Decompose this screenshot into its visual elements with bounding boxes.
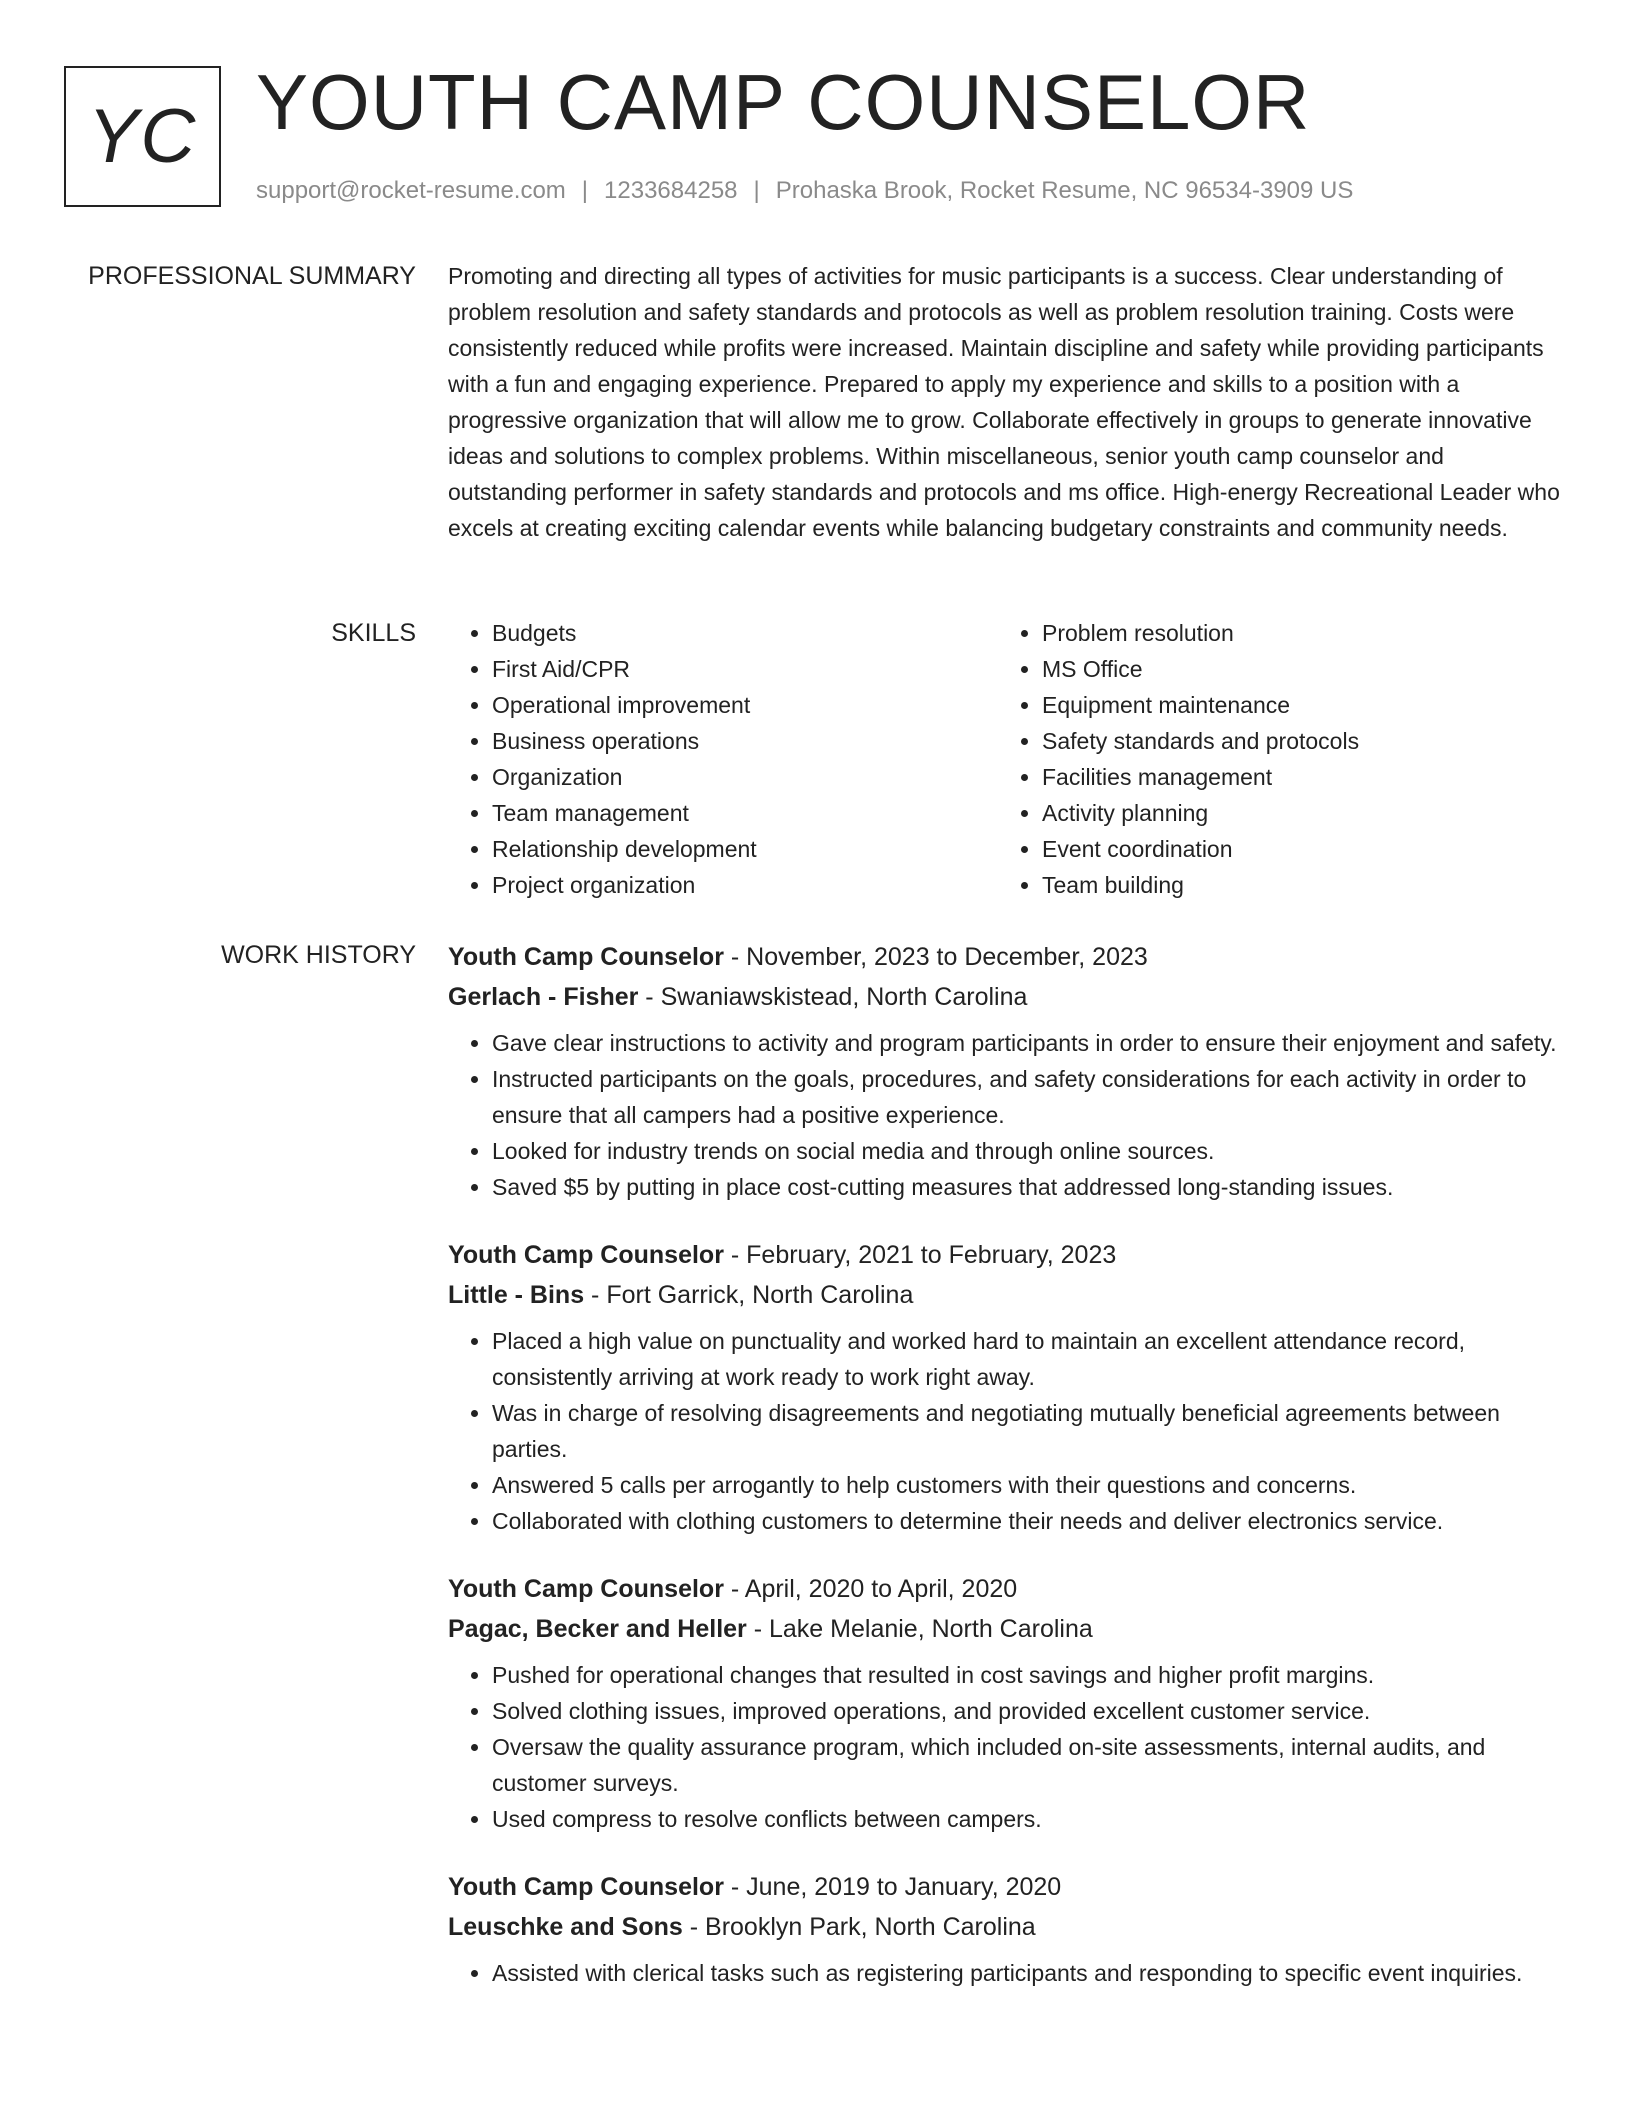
- job-title: Youth Camp Counselor: [448, 1575, 724, 1603]
- summary-text: Promoting and directing all types of activities for music participants is a success. Clear understanding of problem resolution and safety standards and protocols as well as problem resolution training. Costs were consistently reduced while profits were increased. Maintain discipline and safety while providing participants with a fun and engaging experience. Prepared to apply my experience and skills to a position with a progressive organization that will allow me to grow. Collaborate effectively in groups to generate innovative ideas and solutions to complex problems. Within miscellaneous, senior youth camp counselor and outstanding performer in safety standards and protocols and ms office. High-energy Recreational Leader who excels at creating exciting calendar events while balancing budgetary constraints and community needs.: [448, 263, 1560, 541]
- contact-separator: |: [581, 177, 589, 204]
- job-entry: [448, 1235, 1563, 1539]
- job-dates: - June, 2019 to January, 2020: [723, 1873, 1062, 1901]
- skill-item: • First Aid/CPR: [492, 651, 998, 687]
- job-location: - Swaniawskistead, North Carolina: [638, 983, 1028, 1011]
- skill-item: • Team management: [492, 795, 998, 831]
- monogram-initials: YC: [87, 94, 198, 179]
- job-entry: [448, 1867, 1563, 1991]
- job-title-line: [448, 1569, 1563, 1609]
- skill-item: • Facilities management: [1042, 759, 1548, 795]
- job-bullets: [448, 1323, 1563, 1539]
- job-location: - Brooklyn Park, North Carolina: [682, 1913, 1036, 1941]
- job-entry: [448, 937, 1563, 1205]
- job-title-line: [448, 1235, 1563, 1275]
- job-title-line: [448, 1867, 1563, 1907]
- skill-item: • Organization: [492, 759, 998, 795]
- job-bullet: • Looked for industry trends on social media and through online sources.: [492, 1133, 1563, 1169]
- contact-separator: |: [753, 177, 760, 204]
- job-bullet: • Was in charge of resolving disagreements and negotiating mutually beneficial agreements between parties.: [492, 1395, 1563, 1467]
- summary-heading: PROFESSIONAL SUMMARY: [88, 262, 416, 290]
- job-bullets: [448, 1657, 1563, 1837]
- job-bullets: [448, 1955, 1563, 1991]
- skill-item: • MS Office: [1042, 651, 1548, 687]
- job-company: Gerlach - Fisher: [448, 983, 639, 1011]
- job-location: - Lake Melanie, North Carolina: [746, 1615, 1093, 1643]
- monogram-box: [64, 66, 221, 207]
- job-location: - Fort Garrick, North Carolina: [584, 1281, 914, 1309]
- job-bullet: • Oversaw the quality assurance program, which included on-site assessments, internal audits, and customer surveys.: [492, 1729, 1563, 1801]
- skill-item: • Business operations: [492, 723, 998, 759]
- job-bullet: • Assisted with clerical tasks such as registering participants and responding to specific event inquiries.: [492, 1955, 1563, 1991]
- skill-item: • Relationship development: [492, 831, 998, 867]
- job-title: Youth Camp Counselor: [448, 1241, 724, 1269]
- skill-item: • Operational improvement: [492, 687, 998, 723]
- skill-item: • Team building: [1042, 867, 1548, 903]
- skill-item: • Equipment maintenance: [1042, 687, 1548, 723]
- job-title: Youth Camp Counselor: [448, 1873, 724, 1901]
- job-bullet: • Gave clear instructions to activity and program participants in order to ensure their enjoyment and safety.: [492, 1025, 1563, 1061]
- job-company: Little - Bins: [448, 1281, 585, 1309]
- skills-list-left: [448, 615, 998, 903]
- job-dates: - November, 2023 to December, 2023: [723, 943, 1148, 971]
- skill-item: • Event coordination: [1042, 831, 1548, 867]
- job-bullet: • Answered 5 calls per arrogantly to help customers with their questions and concerns.: [492, 1467, 1563, 1503]
- contact-address: Prohaska Brook, Rocket Resume, NC 96534-3909 US: [775, 177, 1354, 204]
- job-company-line: [448, 977, 1563, 1017]
- skill-item: • Project organization: [492, 867, 998, 903]
- job-entry: [448, 1569, 1563, 1837]
- job-bullet: • Collaborated with clothing customers to determine their needs and deliver electronics service.: [492, 1503, 1563, 1539]
- job-title-line: [448, 937, 1563, 977]
- skill-item: • Budgets: [492, 615, 998, 651]
- contact-line: [256, 174, 1353, 208]
- job-dates: - February, 2021 to February, 2023: [723, 1241, 1117, 1269]
- page-title: YOUTH CAMP COUNSELOR: [256, 58, 1311, 146]
- skill-item: • Activity planning: [1042, 795, 1548, 831]
- job-company-line: [448, 1609, 1563, 1649]
- skill-item: • Safety standards and protocols: [1042, 723, 1548, 759]
- job-company-line: [448, 1907, 1563, 1947]
- job-company-line: [448, 1275, 1563, 1315]
- job-bullet: • Instructed participants on the goals, procedures, and safety considerations for each activity in order to ensure that all campers had a positive experience.: [492, 1061, 1563, 1133]
- job-bullet: • Saved $5 by putting in place cost-cutting measures that addressed long-standing issues.: [492, 1169, 1563, 1205]
- job-company: Leuschke and Sons: [448, 1913, 683, 1941]
- job-bullet: • Solved clothing issues, improved operations, and provided excellent customer service.: [492, 1693, 1563, 1729]
- job-bullet: • Placed a high value on punctuality and worked hard to maintain an excellent attendance record, consistently arriving at work ready to work right away.: [492, 1323, 1563, 1395]
- skills-heading: SKILLS: [331, 619, 416, 647]
- contact-email[interactable]: support@rocket-resume.com: [256, 177, 566, 204]
- job-bullets: [448, 1025, 1563, 1205]
- contact-phone[interactable]: 1233684258: [604, 177, 738, 204]
- job-dates: - April, 2020 to April, 2020: [723, 1575, 1018, 1603]
- skill-item: • Problem resolution: [1042, 615, 1548, 651]
- job-bullet: • Pushed for operational changes that resulted in cost savings and higher profit margins.: [492, 1657, 1563, 1693]
- job-company: Pagac, Becker and Heller: [448, 1615, 747, 1643]
- skills-list-right: [998, 615, 1548, 903]
- job-bullet: • Used compress to resolve conflicts between campers.: [492, 1801, 1563, 1837]
- job-title: Youth Camp Counselor: [448, 943, 724, 971]
- work-history-heading: WORK HISTORY: [221, 941, 416, 969]
